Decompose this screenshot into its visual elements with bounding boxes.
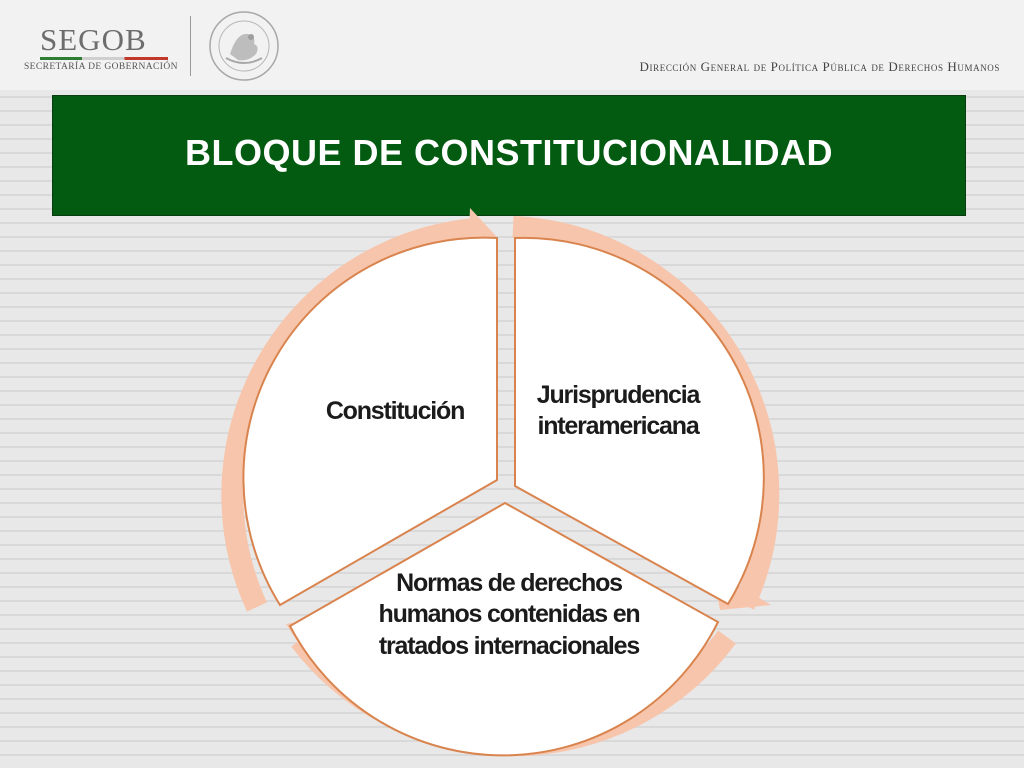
segob-logo-subtitle: SECRETARÍA DE GOBERNACIÓN [24, 62, 178, 72]
label-jurisprudencia: Jurisprudencia interamericana [536, 381, 700, 441]
department-name: Dirección General de Política Pública de Derechos Humanos [639, 59, 1000, 74]
label-normas: Normas de derechos humanos contenidas en tratados internacionales [378, 569, 640, 660]
label-constitucion: Constitución [325, 397, 465, 425]
segob-logo-text: SEGOB [40, 22, 147, 57]
slide-title: BLOQUE DE CONSTITUCIONALIDAD [185, 131, 833, 173]
